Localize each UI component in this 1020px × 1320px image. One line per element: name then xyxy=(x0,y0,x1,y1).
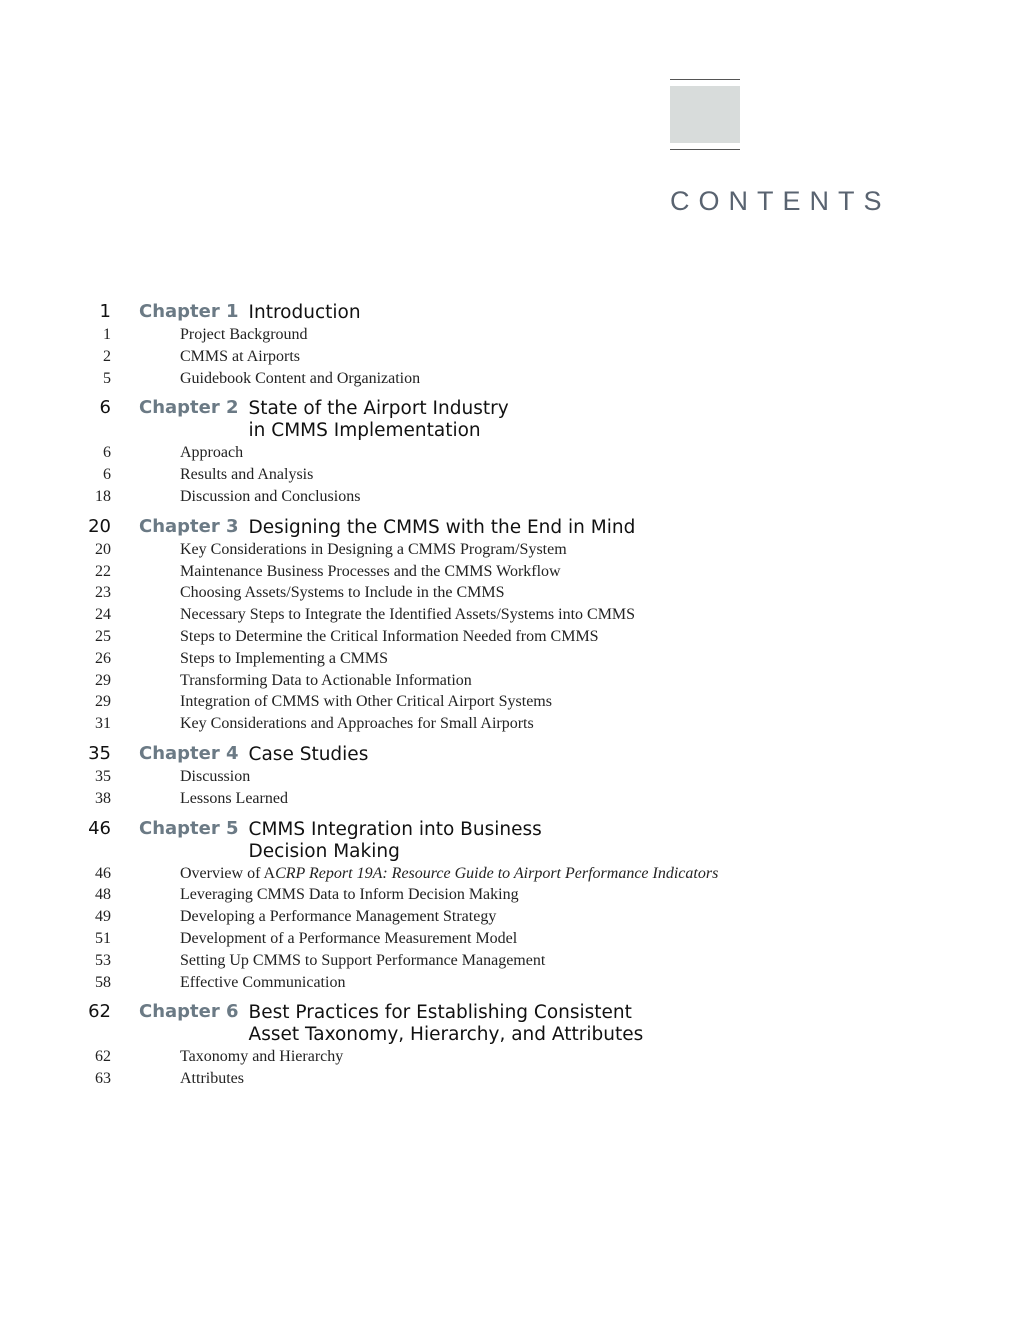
section-entry[interactable] xyxy=(0,604,1020,626)
section-entry[interactable] xyxy=(0,486,1020,508)
section-entry[interactable] xyxy=(0,442,1020,464)
section-title xyxy=(180,691,552,713)
chapter-title: Designing the CMMS with the End in Mind xyxy=(248,516,636,538)
section-title-text: Setting Up CMMS to Support Performance Management xyxy=(180,951,546,969)
section-page-number: 6 xyxy=(103,466,111,484)
section-entry[interactable] xyxy=(0,906,1020,928)
section-entry[interactable] xyxy=(0,691,1020,713)
chapter-heading[interactable] xyxy=(0,397,1020,419)
section-page-number: 26 xyxy=(95,649,111,667)
section-entry[interactable] xyxy=(0,1046,1020,1068)
chapter-page-number: 20 xyxy=(88,515,111,537)
chapter-title: State of the Airport Industry in CMMS Implementation xyxy=(248,398,509,442)
section-title-text: Maintenance Business Processes and the CMMS Workflow xyxy=(180,562,561,580)
chapter-entry xyxy=(0,818,1020,994)
section-title xyxy=(180,324,308,346)
chapter-label: Chapter 6 xyxy=(139,1001,239,1023)
section-entry[interactable] xyxy=(0,884,1020,906)
section-title xyxy=(180,972,345,994)
section-title-text: Guidebook Content and Organization xyxy=(180,369,421,387)
chapter-page-number: 1 xyxy=(99,301,111,322)
chapter-page-number: 35 xyxy=(88,742,111,764)
chapter-title: CMMS Integration into Business Decision Making xyxy=(248,818,542,862)
section-title xyxy=(180,950,545,972)
section-entry[interactable] xyxy=(0,648,1020,670)
section-title-text: Integration of CMMS with Other Critical Airport Systems xyxy=(180,693,552,711)
section-title xyxy=(180,626,599,648)
section-title-text: Attributes xyxy=(180,1070,244,1088)
section-title-text: Transforming Data to Actionable Information xyxy=(180,671,472,689)
section-page-number: 38 xyxy=(95,789,111,807)
chapter-page-number: 62 xyxy=(88,1001,111,1023)
section-title-text: Overview of A xyxy=(180,864,276,882)
chapter-heading[interactable] xyxy=(0,301,1020,323)
section-entry[interactable] xyxy=(0,863,1020,885)
section-page-number: 29 xyxy=(95,671,111,689)
section-page-number: 62 xyxy=(95,1048,111,1066)
section-page-number: 51 xyxy=(95,929,111,947)
section-entry[interactable] xyxy=(0,346,1020,368)
chapter-entry xyxy=(0,743,1020,810)
chapter-heading[interactable] xyxy=(0,516,1020,538)
section-title-text: Leveraging CMMS Data to Inform Decision Making xyxy=(180,886,519,904)
section-page-number: 35 xyxy=(95,767,111,785)
section-title-text: Approach xyxy=(180,444,244,462)
chapter-title: Best Practices for Establishing Consistent Asset Taxonomy, Hierarchy, and Attributes xyxy=(248,1002,644,1046)
chapter-label: Chapter 2 xyxy=(139,397,239,419)
chapter-label: Chapter 4 xyxy=(139,742,239,764)
section-page-number: 46 xyxy=(95,864,111,882)
section-title-text: Key Considerations and Approaches for Small Airports xyxy=(180,715,534,733)
section-page-number: 25 xyxy=(95,627,111,645)
chapter-label: Chapter 5 xyxy=(139,817,239,839)
section-page-number: 5 xyxy=(103,369,111,387)
chapter-entry xyxy=(0,516,1020,735)
section-title xyxy=(180,670,472,692)
section-page-number: 22 xyxy=(95,562,111,580)
section-title xyxy=(180,346,300,368)
section-page-number: 18 xyxy=(95,487,111,505)
section-entry[interactable] xyxy=(0,539,1020,561)
section-title xyxy=(180,561,561,583)
section-entry[interactable] xyxy=(0,464,1020,486)
section-title-text: Results and Analysis xyxy=(180,466,314,484)
table-of-contents xyxy=(0,301,1020,1098)
section-title xyxy=(180,713,534,735)
section-entry[interactable] xyxy=(0,368,1020,390)
section-entry[interactable] xyxy=(0,972,1020,994)
section-page-number: 58 xyxy=(95,973,111,991)
chapter-page-number: 46 xyxy=(88,817,111,839)
section-title-text: Steps to Determine the Critical Information Needed from CMMS xyxy=(180,627,599,645)
section-title xyxy=(180,1046,343,1068)
section-title-text: CMMS at Airports xyxy=(180,347,301,365)
section-title xyxy=(180,1068,244,1090)
chapter-heading[interactable] xyxy=(0,818,1020,840)
section-title-text: Choosing Assets/Systems to Include in the CMMS xyxy=(180,584,505,602)
section-title-text: Effective Communication xyxy=(180,973,346,991)
section-entry[interactable] xyxy=(0,1068,1020,1090)
chapter-label: Chapter 3 xyxy=(139,515,239,537)
section-title-text: Steps to Implementing a CMMS xyxy=(180,649,388,667)
section-title xyxy=(180,928,517,950)
section-title-text: Necessary Steps to Integrate the Identified Assets/Systems into CMMS xyxy=(180,606,636,624)
section-entry[interactable] xyxy=(0,766,1020,788)
section-title xyxy=(180,906,496,928)
section-entry[interactable] xyxy=(0,670,1020,692)
section-title xyxy=(180,539,567,561)
decorative-rule-top xyxy=(670,79,740,80)
section-page-number: 31 xyxy=(95,715,111,733)
section-entry[interactable] xyxy=(0,582,1020,604)
section-title xyxy=(180,486,360,508)
section-title xyxy=(180,582,504,604)
decorative-rule-bottom xyxy=(670,149,740,150)
section-entry[interactable] xyxy=(0,788,1020,810)
section-title xyxy=(180,604,635,626)
section-entry[interactable] xyxy=(0,928,1020,950)
section-page-number: 6 xyxy=(103,444,111,462)
section-title-italic: CRP Report 19A: Resource Guide to Airport Performance Indicators xyxy=(275,864,719,882)
section-title-text: Taxonomy and Hierarchy xyxy=(180,1048,344,1066)
section-title xyxy=(180,442,243,464)
section-entry[interactable] xyxy=(0,950,1020,972)
chapter-heading[interactable] xyxy=(0,743,1020,765)
section-title xyxy=(180,648,388,670)
section-page-number: 2 xyxy=(103,347,111,365)
section-title xyxy=(180,464,313,486)
section-page-number: 49 xyxy=(95,908,111,926)
section-page-number: 1 xyxy=(103,326,111,343)
section-title xyxy=(180,884,519,906)
section-page-number: 53 xyxy=(95,951,111,969)
section-title xyxy=(180,788,288,810)
section-page-number: 24 xyxy=(95,606,111,624)
chapter-title: Case Studies xyxy=(248,743,369,765)
chapter-entry xyxy=(0,1001,1020,1090)
chapter-entry xyxy=(0,301,1020,389)
section-title-text: Developing a Performance Management Strategy xyxy=(180,908,497,926)
chapter-heading[interactable] xyxy=(0,1001,1020,1023)
section-title-text: Discussion and Conclusions xyxy=(180,487,361,505)
section-title-text: Development of a Performance Measurement Model xyxy=(180,929,518,947)
section-title-text: Discussion xyxy=(180,767,251,785)
section-title xyxy=(180,863,718,885)
section-title-text: Lessons Learned xyxy=(180,789,288,807)
decorative-block xyxy=(670,86,740,143)
section-entry[interactable] xyxy=(0,713,1020,735)
section-entry[interactable] xyxy=(0,324,1020,346)
page-title: CONTENTS xyxy=(670,186,891,216)
section-page-number: 63 xyxy=(95,1070,111,1088)
chapter-title: Introduction xyxy=(248,302,361,323)
section-entry[interactable] xyxy=(0,561,1020,583)
section-title xyxy=(180,368,420,390)
section-title-text: Key Considerations in Designing a CMMS Program/System xyxy=(180,540,567,558)
section-title xyxy=(180,766,250,788)
chapter-page-number: 6 xyxy=(99,397,111,419)
section-entry[interactable] xyxy=(0,626,1020,648)
chapter-entry xyxy=(0,397,1020,507)
section-title-text: Project Background xyxy=(180,326,308,343)
section-page-number: 48 xyxy=(95,886,111,904)
chapter-label: Chapter 1 xyxy=(139,301,239,322)
section-page-number: 20 xyxy=(95,540,111,558)
section-page-number: 23 xyxy=(95,584,111,602)
section-page-number: 29 xyxy=(95,693,111,711)
